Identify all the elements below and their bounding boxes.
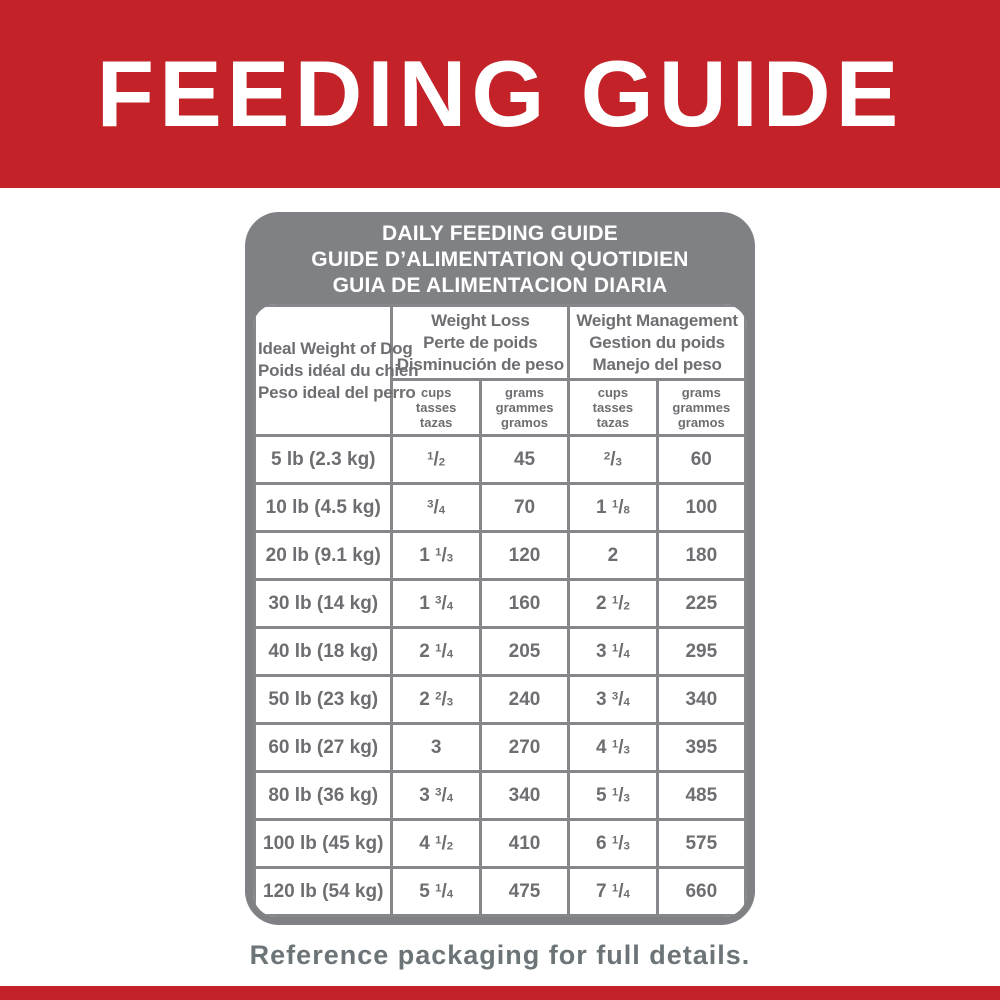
grams-label-es: gramos (501, 415, 549, 430)
grams-cell: 340 (657, 676, 745, 724)
weight-cell: 100 lb (45 kg) (255, 820, 392, 868)
cups-cell: 5 $^1$/3 (569, 772, 657, 820)
panel-title-line-es: GUIA DE ALIMENTACION DIARIA (332, 274, 668, 297)
cups-label-fr: tasses (592, 400, 634, 415)
grams-label-es: gramos (677, 415, 725, 430)
grams-cell: 270 (480, 724, 568, 772)
bottom-red-bar (0, 986, 1000, 1000)
weight-column-header-es: Peso ideal del perro (258, 382, 416, 402)
grams-cell: 60 (657, 436, 745, 484)
cups-cell: 6 $^1$/3 (569, 820, 657, 868)
grams-label-en: grams (505, 385, 545, 400)
table-row (255, 724, 746, 772)
weight-cell: 40 lb (18 kg) (255, 628, 392, 676)
cups-label-en: cups (420, 385, 452, 400)
cups-cell: 3 $^3$/4 (569, 676, 657, 724)
grams-cell: 225 (657, 580, 745, 628)
table-row (255, 676, 746, 724)
weight-management-header-en: Weight Management (576, 310, 738, 330)
grams-cell: 340 (480, 772, 568, 820)
grams-cell: 205 (480, 628, 568, 676)
cups-cell: 1 $^3$/4 (392, 580, 480, 628)
cups-cell: 1 $^1$/3 (392, 532, 480, 580)
weight-column-header (255, 306, 419, 436)
feeding-guide-banner (0, 0, 1000, 188)
grams-label-fr: grammes (672, 400, 731, 415)
cups-cell: 3 $^3$/4 (392, 772, 480, 820)
weight-cell: 50 lb (23 kg) (255, 676, 392, 724)
table-row (255, 484, 746, 532)
cups-cell: 7 $^1$/4 (569, 868, 657, 916)
table-row (255, 436, 746, 484)
cups-cell: $^1$/2 (392, 436, 480, 484)
table-row (255, 868, 746, 916)
table-row (255, 628, 746, 676)
cups-cell: $^3$/4 (392, 484, 480, 532)
grams-cell: 160 (480, 580, 568, 628)
weight-cell: 20 lb (9.1 kg) (255, 532, 392, 580)
weight-cell: 30 lb (14 kg) (255, 580, 392, 628)
grams-cell: 180 (657, 532, 745, 580)
grams-cell: 395 (657, 724, 745, 772)
grams-cell: 120 (480, 532, 568, 580)
grams-cell: 240 (480, 676, 568, 724)
weight-loss-grams-subheader (480, 380, 568, 436)
grams-label-fr: grammes (495, 400, 554, 415)
cups-cell: 3 $^1$/4 (569, 628, 657, 676)
banner-title: FEEDING GUIDE (96, 41, 904, 146)
cups-cell: 1 $^1$/8 (569, 484, 657, 532)
grams-cell: 660 (657, 868, 745, 916)
grams-cell: 475 (480, 868, 568, 916)
table-row (255, 772, 746, 820)
cups-cell: 5 $^1$/4 (392, 868, 480, 916)
panel-title-line-en: DAILY FEEDING GUIDE (381, 222, 618, 245)
grams-cell: 295 (657, 628, 745, 676)
weight-column-header-en: Ideal Weight of Dog (258, 338, 413, 358)
weight-management-grams-subheader (657, 380, 745, 436)
cups-cell: 2 $^1$/4 (392, 628, 480, 676)
weight-cell: 80 lb (36 kg) (255, 772, 392, 820)
weight-management-header-fr: Gestion du poids (589, 332, 725, 352)
weight-loss-header-fr: Perte de poids (423, 332, 538, 352)
weight-cell: 5 lb (2.3 kg) (255, 436, 392, 484)
table-row (255, 532, 746, 580)
cups-cell: $^2$/3 (569, 436, 657, 484)
cups-label-en: cups (597, 385, 629, 400)
cups-cell: 2 (569, 532, 657, 580)
footer-note: Reference packaging for full details. (249, 940, 751, 970)
grams-cell: 45 (480, 436, 568, 484)
grams-cell: 575 (657, 820, 745, 868)
cups-cell: 2 $^1$/2 (569, 580, 657, 628)
group-header-row (255, 306, 746, 380)
cups-cell: 4 $^1$/3 (569, 724, 657, 772)
weight-loss-header-es: Disminución de peso (396, 354, 564, 374)
weight-loss-header (392, 306, 569, 380)
weight-column-header-fr: Poids idéal du chien (258, 360, 419, 380)
panel-title (245, 212, 755, 304)
weight-management-header-es: Manejo del peso (592, 354, 722, 374)
table-row (255, 580, 746, 628)
table-row (255, 820, 746, 868)
daily-feeding-guide-panel (245, 212, 755, 925)
grams-cell: 485 (657, 772, 745, 820)
panel-title-line-fr: GUIDE D’ALIMENTATION QUOTIDIEN (311, 248, 689, 271)
cups-label-es: tazas (596, 415, 630, 430)
weight-cell: 120 lb (54 kg) (255, 868, 392, 916)
weight-loss-header-en: Weight Loss (431, 310, 530, 330)
feeding-table (253, 304, 747, 917)
panel-body (253, 304, 747, 917)
cups-label-fr: tasses (415, 400, 457, 415)
weight-cell: 60 lb (27 kg) (255, 724, 392, 772)
grams-cell: 100 (657, 484, 745, 532)
weight-management-cups-subheader (569, 380, 657, 436)
cups-cell: 3 (392, 724, 480, 772)
grams-label-en: grams (681, 385, 721, 400)
cups-cell: 2 $^2$/3 (392, 676, 480, 724)
grams-cell: 70 (480, 484, 568, 532)
weight-cell: 10 lb (4.5 kg) (255, 484, 392, 532)
cups-label-es: tazas (419, 415, 453, 430)
cups-cell: 4 $^1$/2 (392, 820, 480, 868)
grams-cell: 410 (480, 820, 568, 868)
weight-management-header (569, 306, 746, 380)
